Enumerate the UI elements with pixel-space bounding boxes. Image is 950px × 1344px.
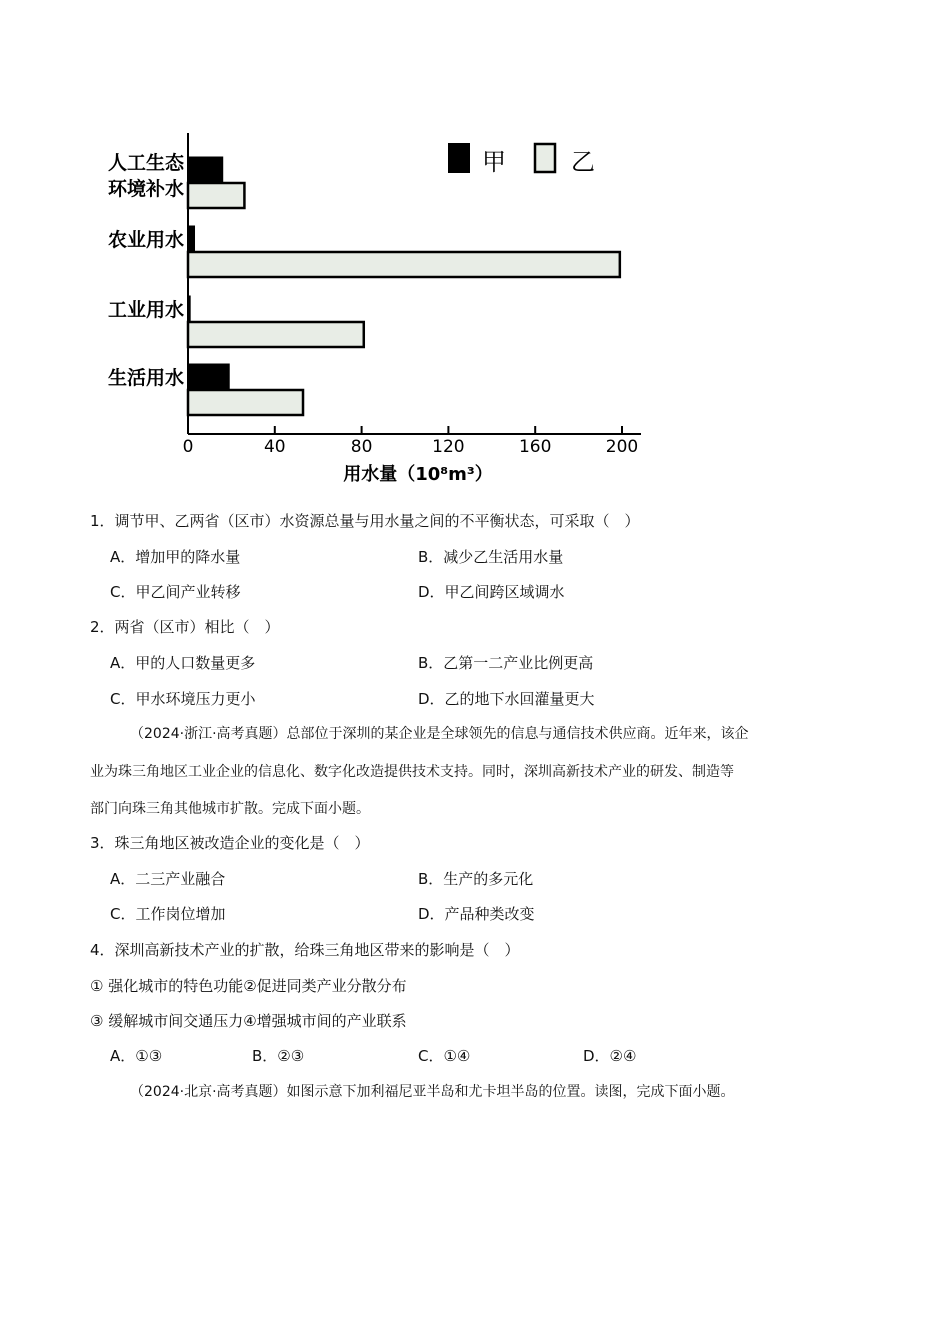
question-2-option-b[interactable]: B．乙第一二产业比例更高: [418, 654, 594, 672]
question-4-option-a[interactable]: A．①③: [110, 1047, 163, 1065]
bar-jia-0: [188, 157, 223, 182]
passage-zhejiang-line-3: 部门向珠三角其他城市扩散。完成下面小题。: [90, 801, 370, 817]
question-2-stem: 2．两省（区市）相比（ ）: [90, 618, 280, 636]
legend-swatch-jia: [449, 144, 469, 172]
x-tick-label-3: 120: [432, 437, 465, 457]
question-2-option-a[interactable]: A．甲的人口数量更多: [110, 654, 256, 672]
question-3-stem: 3．珠三角地区被改造企业的变化是（ ）: [90, 834, 370, 852]
water-use-bar-chart: [0, 0, 950, 500]
question-1-option-b[interactable]: B．减少乙生活用水量: [418, 548, 564, 566]
x-ticks: [183, 426, 639, 457]
category-label-2-0: 工业用水: [107, 299, 184, 321]
question-3-option-b[interactable]: B．生产的多元化: [418, 870, 534, 888]
legend-label-jia: 甲: [482, 148, 506, 176]
category-label-0-1: 环境补水: [107, 178, 184, 200]
passage-zhejiang-line-1: （2024·浙江·高考真题）总部位于深圳的某企业是全球领先的信息与通信技术供应商。近年来，该企: [130, 726, 749, 742]
question-1-stem: 1．调节甲、乙两省（区市）水资源总量与用水量之间的不平衡状态，可采取（ ）: [90, 512, 640, 530]
bar-yi-1: [188, 252, 620, 277]
bars: [188, 157, 620, 415]
question-3-option-c[interactable]: C．工作岗位增加: [110, 905, 226, 923]
question-4-option-c[interactable]: C．①④: [418, 1047, 471, 1065]
question-4-statement-1: ① 强化城市的特色功能②促进同类产业分散分布: [90, 977, 407, 995]
legend-swatch-yi: [535, 144, 555, 172]
bar-yi-0: [188, 183, 244, 208]
bar-yi-3: [188, 390, 303, 415]
question-2-option-c[interactable]: C．甲水环境压力更小: [110, 690, 256, 708]
legend-label-yi: 乙: [571, 148, 595, 176]
bar-yi-2: [188, 322, 364, 347]
question-4-stem: 4．深圳高新技术产业的扩散，给珠三角地区带来的影响是（ ）: [90, 941, 520, 959]
legend: [449, 144, 595, 176]
x-tick-label-5: 200: [605, 437, 639, 457]
passage-beijing: （2024·北京·高考真题）如图示意下加利福尼亚半岛和尤卡坦半岛的位置。读图，完成下面小题。: [130, 1084, 735, 1100]
question-1-option-c[interactable]: C．甲乙间产业转移: [110, 583, 241, 601]
x-tick-label-1: 40: [263, 437, 286, 457]
category-label-3-0: 生活用水: [107, 367, 184, 389]
question-2-option-d[interactable]: D．乙的地下水回灌量更大: [418, 690, 595, 708]
passage-zhejiang-line-2: 业为珠三角地区工业企业的信息化、数字化改造提供技术支持。同时，深圳高新技术产业的研发、制造等: [90, 764, 734, 780]
question-4-option-d[interactable]: D．②④: [583, 1047, 637, 1065]
bar-jia-3: [188, 364, 229, 389]
question-4-option-b[interactable]: B．②③: [252, 1047, 305, 1065]
category-label-1-0: 农业用水: [107, 229, 184, 251]
category-label-0-0: 人工生态: [107, 152, 184, 174]
category-labels: [108, 151, 185, 389]
question-1-option-d[interactable]: D．甲乙间跨区域调水: [418, 583, 565, 601]
x-tick-label-2: 80: [350, 437, 373, 457]
x-axis-label: 用水量（10⁸m³）: [343, 464, 493, 485]
x-tick-label-0: 0: [182, 437, 194, 457]
question-3-option-d[interactable]: D．产品种类改变: [418, 905, 535, 923]
question-1-option-a[interactable]: A．增加甲的降水量: [110, 548, 241, 566]
question-3-option-a[interactable]: A．二三产业融合: [110, 870, 226, 888]
question-4-statement-2: ③ 缓解城市间交通压力④增强城市间的产业联系: [90, 1012, 407, 1030]
x-tick-label-4: 160: [518, 437, 552, 457]
